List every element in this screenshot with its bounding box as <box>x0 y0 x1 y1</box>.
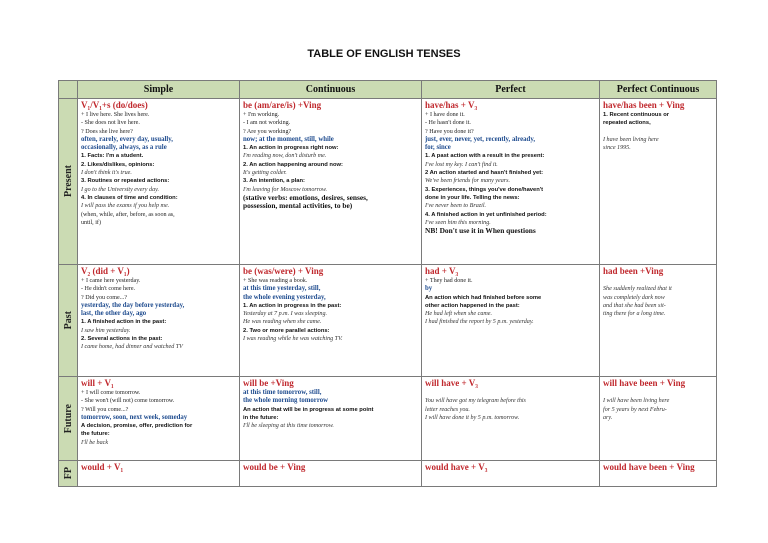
cell-line: - He hasn't done it. <box>425 120 471 127</box>
cell-line: until, if) <box>81 219 101 226</box>
cell-line: + I'm working. <box>243 112 280 118</box>
cell-line: + I have done it. <box>425 112 465 118</box>
formula-line: V₁/V₁+s (do/does) <box>81 100 148 110</box>
row-label <box>59 461 78 487</box>
cell-line: (when, while, after, before, as soon as, <box>81 211 175 218</box>
tense-cell <box>600 265 717 377</box>
cell-line: 1. An action in progress right now: <box>243 145 339 152</box>
cell-line: now; at the moment, still, while <box>243 135 334 143</box>
cell-line: I'm reading now, don't disturb me. <box>243 153 327 160</box>
formula-line: be (am/are/is) +Ving <box>243 100 322 110</box>
cell-line: by <box>425 285 433 293</box>
cell-line: 1. A past action with a result in the present: <box>425 153 545 160</box>
tense-row-future <box>59 377 717 461</box>
cell-line <box>603 389 713 397</box>
cell-line: I came home, had dinner and watched TV <box>81 344 183 351</box>
cell-line: letter reaches you. <box>425 406 470 413</box>
header-row <box>59 81 717 99</box>
cell-line: - He didn't come here. <box>81 286 136 293</box>
tense-cell <box>422 99 600 265</box>
cell-line: - I am not working. <box>243 120 291 127</box>
cell-line: other action happened in the past: <box>425 302 520 309</box>
cell-line: at this time yesterday, still, <box>243 285 321 293</box>
formula-line: have/has + V₃ <box>425 100 478 110</box>
cell-line: 2. Several actions in the past: <box>81 336 163 343</box>
page-title: TABLE OF ENGLISH TENSES <box>307 48 461 60</box>
cell-line: ting there for a long time. <box>603 311 666 318</box>
cell-line: 1. Facts: I'm a student. <box>81 153 144 160</box>
cell-line <box>425 389 596 397</box>
cell-line: I was reading while he was watching TV. <box>243 336 343 343</box>
cell-line: since 1995. <box>603 145 631 152</box>
header-perfect: Perfect <box>422 81 600 99</box>
tense-row-fp <box>59 461 717 487</box>
cell-line: We've been friends for many years. <box>425 178 511 185</box>
cell-line: done in your life. Telling the news: <box>425 194 520 201</box>
formula-line: will have been + Ving <box>603 378 686 388</box>
cell-line: ? Did you come...? <box>81 294 128 301</box>
tense-cell <box>240 265 422 377</box>
header-perfect-continuous: Perfect Continuous <box>600 81 717 99</box>
cell-line: 1. A finished action in the past: <box>81 319 167 326</box>
tense-row-past <box>59 265 717 377</box>
cell-line: 3. Experiences, things you've done/haven't <box>425 186 544 193</box>
cell-line: ? Have you done it? <box>425 128 474 135</box>
cell-line: at this time tomorrow, still, <box>243 389 322 396</box>
cell-line: I will have been living here <box>603 398 670 405</box>
cell-line: + I live here. She lives here. <box>81 112 150 118</box>
cell-line: I have been living here <box>603 136 659 143</box>
cell-line: I've seen him this morning. <box>425 219 491 226</box>
row-label <box>59 377 78 461</box>
cell-line: the whole morning tomorrow <box>243 397 329 405</box>
cell-line: 4. In clauses of time and condition: <box>81 194 178 201</box>
cell-line: 2. An action happening around now: <box>243 161 343 168</box>
row-label-text: Present <box>62 165 74 198</box>
cell-line: + She was reading a book. <box>243 278 308 284</box>
formula-line: had + V₃ <box>425 266 459 276</box>
cell-line: - She does not live here. <box>81 120 140 127</box>
tense-cell <box>422 265 600 377</box>
formula-line: would be + Ving <box>243 462 306 472</box>
cell-line: ary. <box>603 414 613 421</box>
row-label <box>59 265 78 377</box>
cell-line: I will have done it by 5 p.m. tomorrow. <box>425 414 520 421</box>
cell-line: occasionally, always, as a rule <box>81 144 167 152</box>
cell-line: She suddenly realized that it <box>603 286 672 293</box>
tense-cell <box>240 461 422 487</box>
cell-line: - She won't (will not) come tomorrow. <box>81 398 175 405</box>
cell-line: He was reading when she came. <box>243 319 322 326</box>
cell-line: It's getting colder. <box>243 170 287 177</box>
cell-line: An action which had finished before some <box>425 294 542 301</box>
cell-line: for, since <box>425 144 451 152</box>
cell-line: possession, mental activities, to be) <box>243 202 353 211</box>
cell-line: the whole evening yesterday, <box>243 293 326 301</box>
tense-cell <box>600 99 717 265</box>
cell-line: just, ever, never, yet, recently, already, <box>425 135 536 143</box>
cell-line: often, rarely, every day, usually, <box>81 135 174 143</box>
tense-cell <box>422 377 600 461</box>
formula-line: would + V₁ <box>81 462 124 472</box>
cell-line: the future: <box>81 431 110 438</box>
tense-cell <box>422 461 600 487</box>
cell-line: 4. A finished action in yet unfinished period: <box>425 211 547 218</box>
tense-cell <box>600 461 717 487</box>
row-label-text: Past <box>62 311 74 330</box>
cell-line: I'll be sleeping at this time tomorrow. <box>243 423 334 430</box>
tense-cell <box>240 99 422 265</box>
cell-line: A decision, promise, offer, prediction for <box>81 423 193 430</box>
cell-line: ? Does she live here? <box>81 128 133 135</box>
tense-cell <box>78 265 240 377</box>
cell-line: (stative verbs: emotions, desires, senses, <box>243 193 368 202</box>
cell-line: 3. Routines or repeated actions: <box>81 178 170 185</box>
row-label <box>59 99 78 265</box>
cell-line: for 5 years by next Febru- <box>603 406 667 413</box>
cell-line: I'm leaving for Moscow tomorrow. <box>243 186 328 193</box>
tense-cell <box>240 377 422 461</box>
formula-line: will + V₁ <box>81 378 114 388</box>
formula-line: had been +Ving <box>603 266 664 276</box>
cell-line: I've lost my key. I can't find it. <box>425 161 498 168</box>
cell-line: in the future: <box>243 414 279 421</box>
cell-line: I go to the University every day. <box>81 186 160 193</box>
tense-cell <box>78 461 240 487</box>
cell-line: ? Are you working? <box>243 128 292 135</box>
cell-line: ? Will you come...? <box>81 406 129 413</box>
cell-line: 2 An action started and hasn't finished yet: <box>425 170 544 177</box>
cell-line: + They had done it. <box>425 278 473 284</box>
header-simple: Simple <box>78 81 240 99</box>
formula-line: will have + V₃ <box>425 378 478 388</box>
cell-line: 3. An intention, a plan: <box>243 178 305 185</box>
cell-line: last, the other day, ago <box>81 310 147 318</box>
formula-line: will be +Ving <box>243 378 294 388</box>
cell-line: tomorrow, soon, next week, someday <box>81 413 188 421</box>
cell-line: An action that will be in progress at some point <box>243 406 374 413</box>
header-continuous: Continuous <box>240 81 422 99</box>
header-corner <box>59 81 78 99</box>
tense-cell <box>600 377 717 461</box>
cell-line: 1. An action in progress in the past: <box>243 302 342 309</box>
cell-line: yesterday, the day before yesterday, <box>81 301 185 309</box>
cell-line: + I came here yesterday. <box>81 278 141 284</box>
cell-line: repeated actions, <box>603 120 651 127</box>
cell-line: I've never been to Brazil. <box>425 203 487 210</box>
formula-line: be (was/were) + Ving <box>243 266 324 276</box>
cell-line: 2. Likes/dislikes, opinions: <box>81 161 155 168</box>
formula-line: would have been + Ving <box>603 462 695 472</box>
formula-line: have/has been + Ving <box>603 100 685 110</box>
cell-line: I saw him yesterday. <box>81 327 131 334</box>
row-label-text: FP <box>62 467 74 480</box>
cell-line: I don't think it's true. <box>81 170 132 177</box>
tense-cell <box>78 99 240 265</box>
cell-line: He had left when she came. <box>425 311 493 318</box>
cell-line: Yesterday at 7 p.m. I was sleeping. <box>243 311 328 318</box>
row-label-text: Future <box>62 403 74 434</box>
cell-line: I had finished the report by 5 p.m. yesterday. <box>425 319 534 326</box>
cell-line: and that she had been sit- <box>603 302 666 309</box>
cell-line: + I will come tomorrow. <box>81 390 141 396</box>
cell-line <box>603 277 713 285</box>
cell-line: I will pass the exams if you help me. <box>81 203 170 210</box>
formula-line: would have + V₃ <box>425 462 488 472</box>
cell-line: NB! Don't use it in When questions <box>425 227 536 236</box>
cell-line: 2. Two or more parallel actions: <box>243 327 330 334</box>
tense-cell <box>78 377 240 461</box>
cell-line: was completely dark now <box>603 294 665 301</box>
tenses-table <box>58 80 717 487</box>
cell-line <box>603 128 713 136</box>
formula-line: V₂ (did + V₁) <box>81 266 130 276</box>
cell-line: You will have got my telegram before this <box>425 398 526 405</box>
cell-line: I'll be back <box>81 439 109 446</box>
cell-line: 1. Recent continuous or <box>603 112 670 118</box>
tense-row-present <box>59 99 717 265</box>
